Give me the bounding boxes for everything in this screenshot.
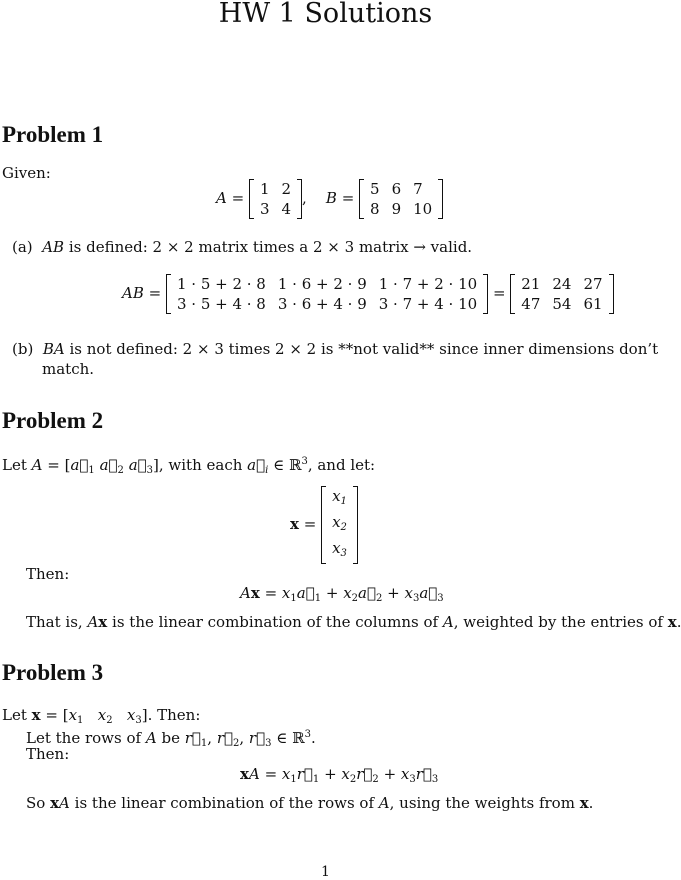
matrix-ab-expanded-cell: 3 · 5 + 4 · 8 <box>176 295 266 313</box>
problem3-heading: Problem 3 <box>2 660 104 685</box>
matrix-ab-result-cell: 24 <box>552 275 572 293</box>
matrix-ab-expanded-row <box>171 294 483 314</box>
matrix-b-cell: 7 <box>413 180 423 198</box>
x-vector-definition: x = $x_1$ $x_2$ $x_3$ <box>290 486 358 564</box>
matrix-a-cell: 1 <box>259 180 270 198</box>
matrix-ab-result-cell: 61 <box>583 295 603 313</box>
vector-x: $x_1$ $x_2$ $x_3$ <box>321 486 358 564</box>
xa-equation: xA = $x_1r⃗_1$ + $x_2r⃗_2$ + $x_3r⃗_3$ <box>240 765 439 785</box>
matrix-ab-expanded <box>166 274 488 314</box>
matrix-ab-result <box>510 274 613 314</box>
matrix-ab-result-cell: 21 <box>521 275 541 293</box>
matrix-ab-expanded-cell: 1 · 7 + 2 · 10 <box>378 275 478 293</box>
matrix-a <box>249 179 302 219</box>
part-b-line2: match. <box>42 360 95 378</box>
matrix-ab-expanded-row <box>171 274 483 294</box>
problem3-rows-line: Let the rows of A be $r⃗_1$, $r⃗_2$, $r⃗_3$ ∈ ℝ$^3$. <box>26 729 316 749</box>
ax-equation: $Ax = x_1a⃗_1$ + $x_2a⃗_2$ + $x_3a⃗_3$ <box>240 584 444 604</box>
problem1-heading: Problem 1 <box>2 122 104 147</box>
matrix-ab-expanded-cell: 3 · 6 + 4 · 9 <box>277 295 367 313</box>
ab-product: AB = 1 · 5 + 2 · 8 1 · 6 + 2 · 9 1 · 7 + 2 · 10 3 · 5 + 4 · 8 3 · 6 + 4 · 9 3 · 7 + 4 · 10 = 21 24 27 47 54 61 <box>122 274 614 314</box>
matrix-b-row <box>364 179 438 199</box>
matrix-b <box>359 179 443 219</box>
matrix-a-row <box>254 179 297 199</box>
matrix-ab-result-cell: 54 <box>552 295 572 313</box>
problem3-then: Then: <box>26 745 70 763</box>
problem3-let-line: Let $x = [x_1$ $x_2$ $x_3$]. Then: <box>2 706 201 726</box>
matrix-b-cell: 8 <box>370 200 380 218</box>
matrix-ab-result-cell: 27 <box>583 275 603 293</box>
matrix-ab-result-row <box>515 294 608 314</box>
matrix-a-cell: 2 <box>281 180 292 198</box>
part-b-line: (b) BA is not defined: 2 × 3 times 2 × 2 is **not valid** since inner dimensions don’t <box>12 340 659 358</box>
matrix-ab-result-cell: 47 <box>521 295 541 313</box>
matrix-ab-expanded-cell: 1 · 5 + 2 · 8 <box>176 275 266 293</box>
part-b-text: is not defined: 2 × 3 times 2 × 2 is **not valid** since inner dimensions don’t <box>64 340 659 358</box>
problem2-conclusion: That is, Ax is the linear combination of the columns of A, weighted by the entries of x. <box>26 613 681 631</box>
matrix-definitions: A = 1 2 3 4 , B = 5 6 7 8 9 10 <box>216 179 443 219</box>
matrix-b-cell: 5 <box>370 180 380 198</box>
matrix-b-cell: 9 <box>391 200 402 218</box>
problem3-conclusion: So xA is the linear combination of the rows of A, using the weights from x. <box>26 794 594 812</box>
matrix-ab-expanded-cell: 1 · 6 + 2 · 9 <box>277 275 367 293</box>
matrix-b-row <box>364 199 438 219</box>
part-b-label: (b) <box>12 340 34 358</box>
matrix-ab-result-row <box>515 274 608 294</box>
part-a-label: (a) <box>12 238 33 256</box>
part-a-text: is defined: 2 × 2 matrix times a 2 × 3 matrix → valid. <box>64 238 473 256</box>
page-title: HW 1 Solutions <box>218 0 433 29</box>
given-label: Given: <box>2 164 51 182</box>
matrix-b-cell: 6 <box>391 180 402 198</box>
matrix-a-cell: 4 <box>281 200 292 218</box>
problem2-heading: Problem 2 <box>2 408 104 433</box>
matrix-a-row <box>254 199 297 219</box>
matrix-a-cell: 3 <box>259 200 270 218</box>
matrix-b-cell: 10 <box>413 200 433 218</box>
problem2-let-line: Let $A = [a⃗_1$ $a⃗_2$ $a⃗_3$], with each $a⃗_i$ ∈ ℝ$^3$, and let: <box>2 456 376 476</box>
page-number: 1 <box>321 864 330 880</box>
matrix-ab-expanded-cell: 3 · 7 + 4 · 10 <box>378 295 478 313</box>
problem2-then: Then: <box>26 565 70 583</box>
part-a-line: (a) AB is defined: 2 × 2 matrix times a 2 × 3 matrix → valid. <box>12 238 473 256</box>
